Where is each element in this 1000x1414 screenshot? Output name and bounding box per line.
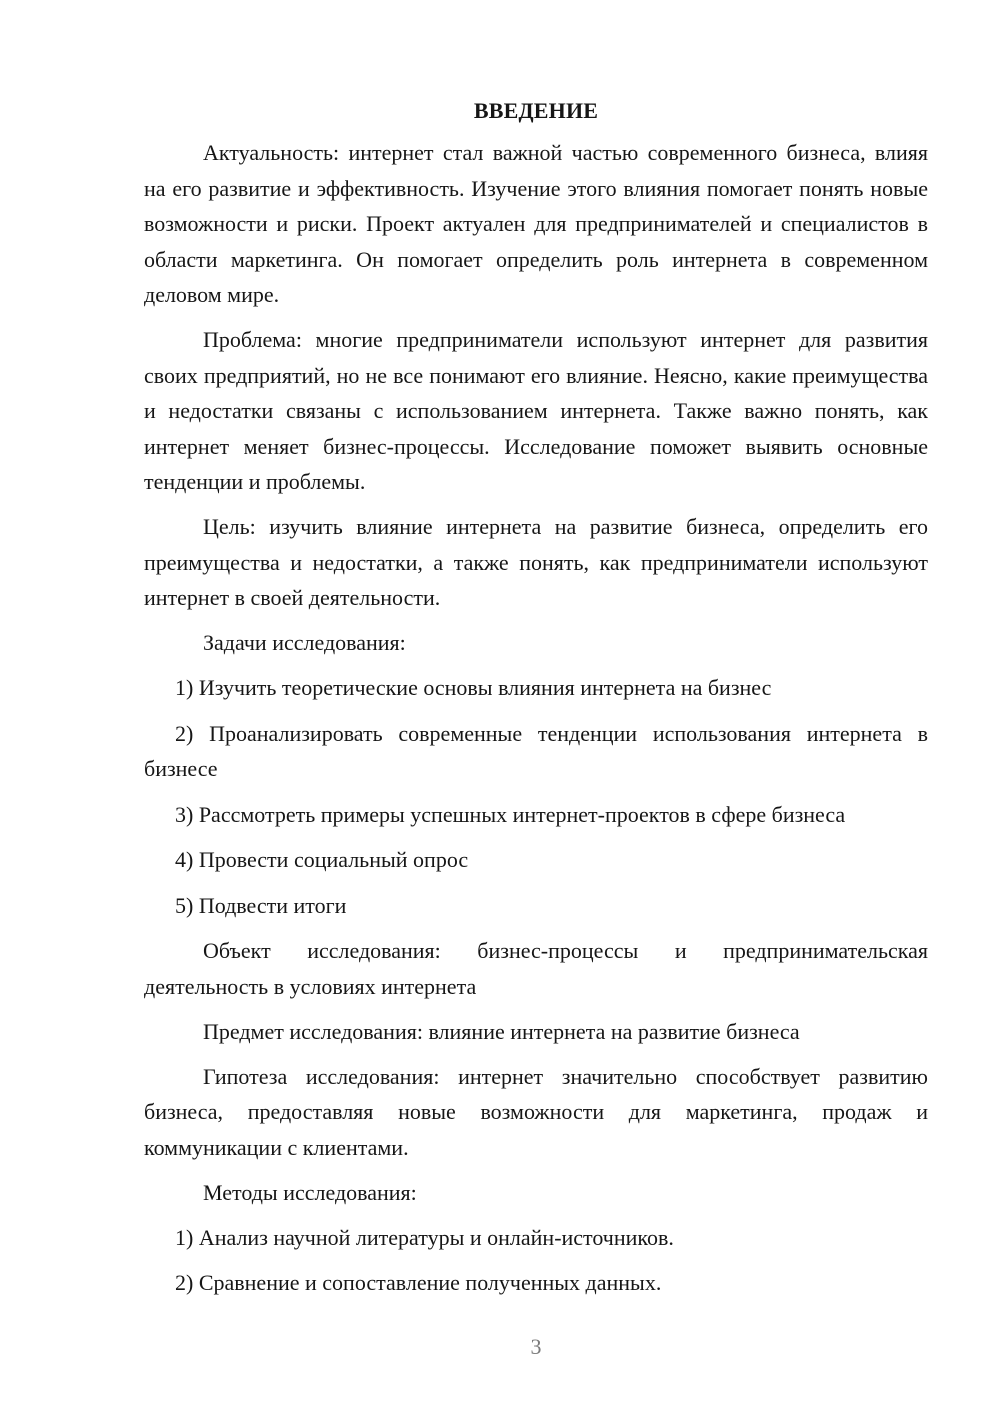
page-content [144,94,928,1311]
task-item-2: 2) Проанализировать современные тенденции использования интернета в бизнесе [144,720,928,781]
methods-heading: Методы исследования: [203,1179,417,1205]
goal-paragraph: Цель: изучить влияние интернета на развитие бизнеса, определить его преимущества и недостатки, а также понять, как предприниматели используют интернет в своей деятельности. [144,514,928,610]
hypothesis-paragraph: Гипотеза исследования: интернет значительно способствует развитию бизнеса, предоставляя новые возможности для маркетинга, продаж и коммуникации с клиентами. [144,1063,928,1160]
subject-paragraph: Предмет исследования: влияние интернета на развитие бизнеса [203,1018,800,1044]
method-item-1: 1) Анализ научной литературы и онлайн-источников. [175,1224,674,1250]
task-item-4: 4) Провести социальный опрос [175,847,469,872]
relevance-paragraph: Актуальность: интернет стал важной частью современного бизнеса, влияя на его развитие и эффективность. Изучение этого влияния помогает понять новые возможности и риски. Проект актуален для предпринимателей и специалистов в области маркетинга. Он помогает определить роль интернета в современном деловом мире. [144,140,928,307]
page-number: 3 [530,1334,542,1359]
method-item-2: 2) Сравнение и сопоставление полученных данных. [175,1270,662,1295]
object-paragraph: Объект исследования: бизнес-процессы и предпринимательская деятельность в условиях интернета [144,938,928,999]
tasks-heading: Задачи исследования: [203,630,406,655]
task-item-3: 3) Рассмотреть примеры успешных интернет-проектов в сфере бизнеса [175,801,846,827]
task-item-5: 5) Подвести итоги [175,892,347,918]
section-title: ВВЕДЕНИЕ [473,98,599,123]
problem-paragraph: Проблема: многие предприниматели используют интернет для развития своих предприятий, но не все понимают его влияние. Неясно, какие преимущества и недостатки связаны с использованием интернета. Также важно понять, как интернет меняет бизнес-процессы. Исследование поможет выявить основные тенденции и проблемы. [144,327,928,494]
task-item-1: 1) Изучить теоретические основы влияния интернета на бизнес [175,675,772,700]
